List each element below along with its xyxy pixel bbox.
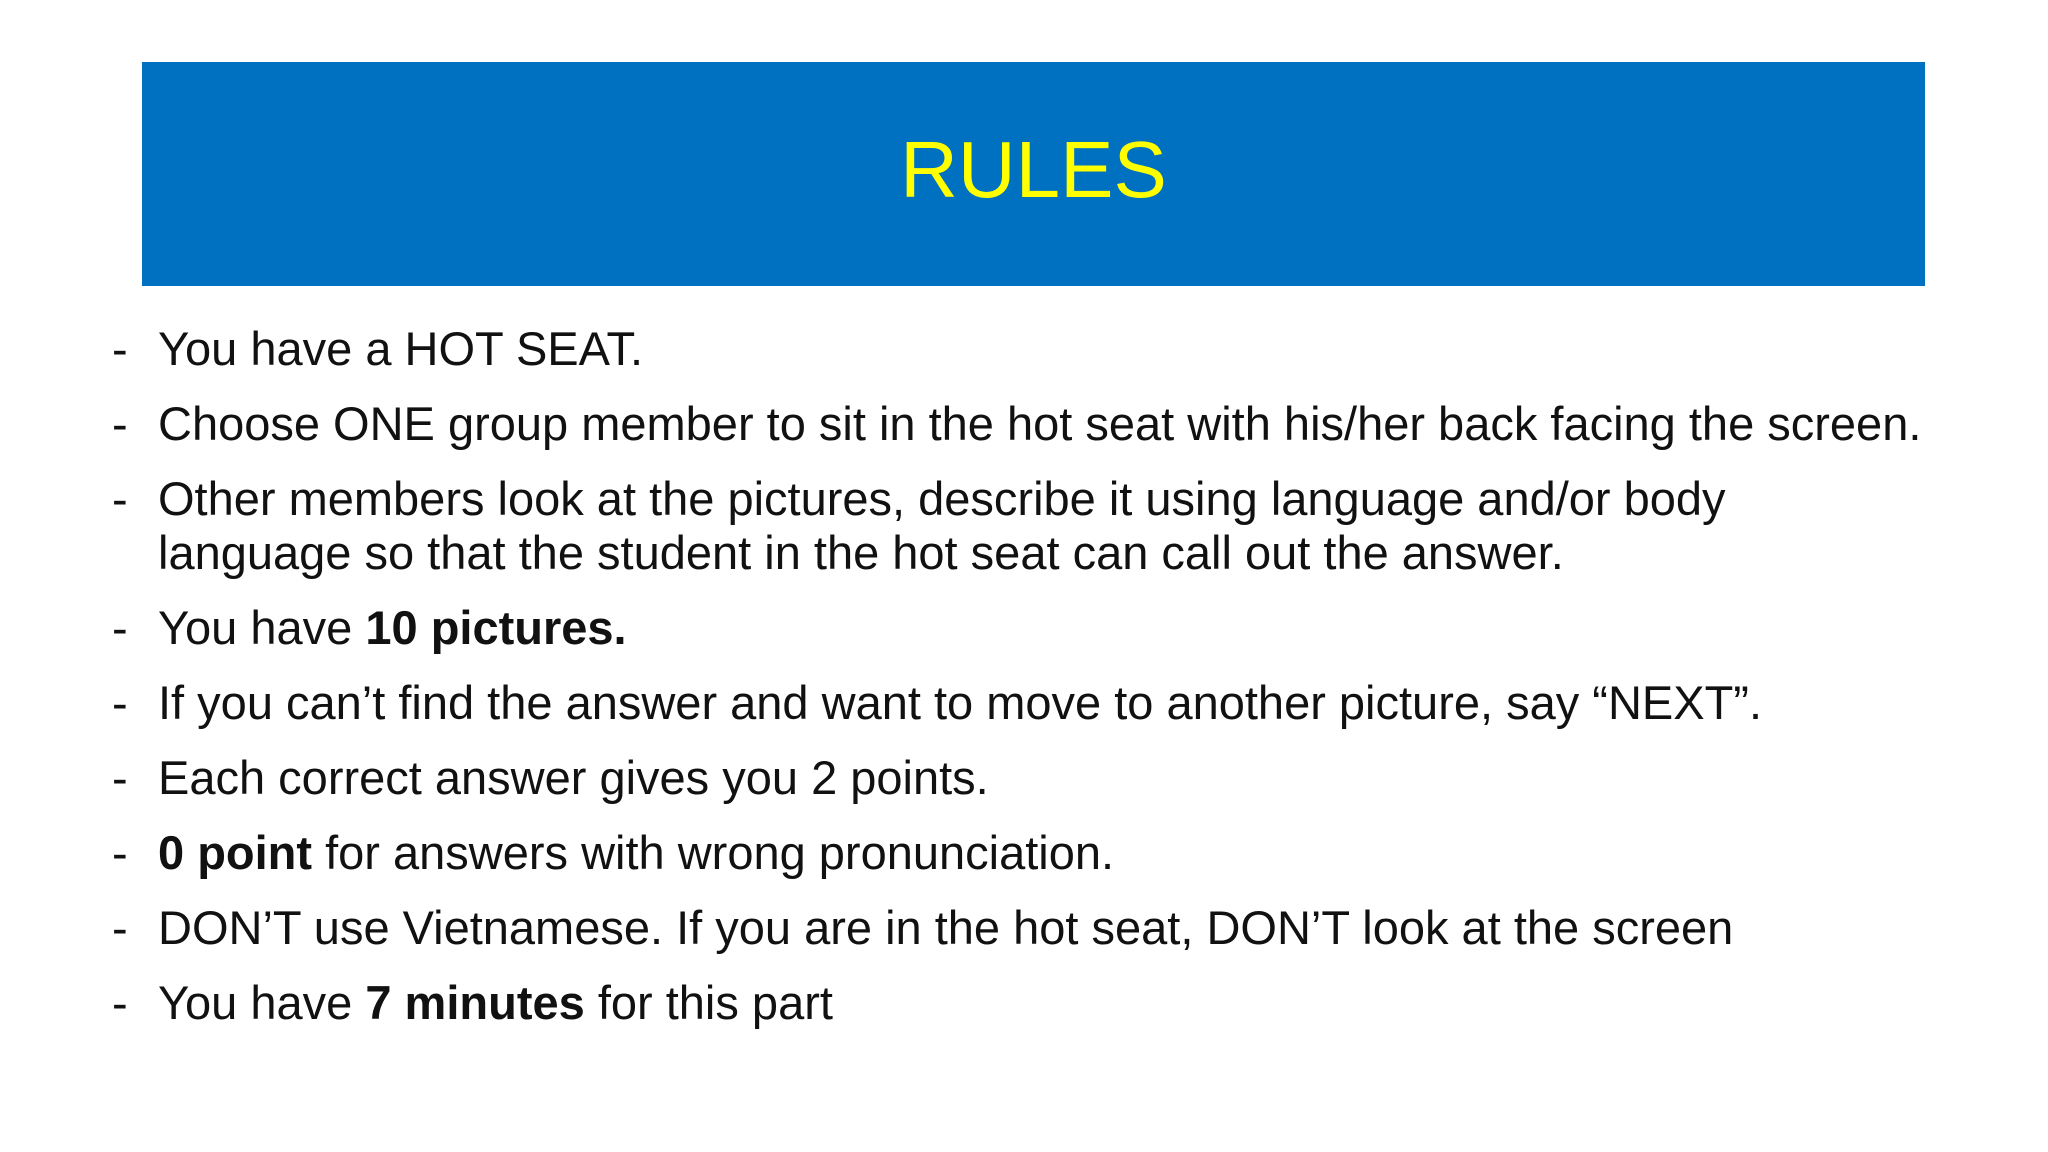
rule-text xyxy=(158,397,1932,451)
rule-item xyxy=(112,751,1932,805)
rule-text-bold: 7 minutes xyxy=(365,976,585,1029)
bullet-dash: - xyxy=(112,676,128,729)
rule-text-segment: Choose ONE group member to sit in the hot seat with his/her back facing the screen. xyxy=(158,397,1922,450)
rule-text-segment: If you can’t find the answer and want to move to another picture, say “NEXT”. xyxy=(158,676,1763,729)
rule-text xyxy=(158,601,1932,655)
rule-item xyxy=(112,601,1932,655)
bullet-dash: - xyxy=(112,322,128,375)
rule-item xyxy=(112,322,1932,376)
bullet-dash: - xyxy=(112,976,128,1029)
rule-text-segment: for answers with wrong pronunciation. xyxy=(312,826,1115,879)
rules-list xyxy=(112,322,1932,1051)
rule-text xyxy=(158,826,1932,880)
rule-text xyxy=(158,976,1932,1030)
rule-item xyxy=(112,397,1932,451)
title-banner xyxy=(142,62,1925,286)
rule-item xyxy=(112,901,1932,955)
rule-text xyxy=(158,322,1932,376)
bullet-dash: - xyxy=(112,397,128,450)
bullet-dash: - xyxy=(112,751,128,804)
rule-text xyxy=(158,901,1932,955)
rule-text xyxy=(158,751,1932,805)
rule-text-segment: Each correct answer gives you 2 points. xyxy=(158,751,989,804)
rule-text-bold: 10 pictures. xyxy=(365,601,627,654)
rule-text-segment: for this part xyxy=(584,976,833,1029)
rule-text-segment: Other members look at the pictures, describe it using language and/or body language so that the student in the hot seat can call out the answer. xyxy=(158,472,1726,579)
bullet-dash: - xyxy=(112,472,128,525)
rule-item xyxy=(112,472,1932,580)
rule-item xyxy=(112,976,1932,1030)
bullet-dash: - xyxy=(112,901,128,954)
rule-text-bold: 0 point xyxy=(158,826,313,879)
rule-text-segment: You have a HOT SEAT. xyxy=(158,322,644,375)
bullet-dash: - xyxy=(112,826,128,879)
rule-text xyxy=(158,472,1932,580)
rule-text-segment: You have xyxy=(158,601,366,654)
slide-title: RULES xyxy=(900,125,1167,214)
rule-text-segment: You have xyxy=(158,976,366,1029)
rule-text-segment: DON’T use Vietnamese. If you are in the hot seat, DON’T look at the screen xyxy=(158,901,1734,954)
rule-item xyxy=(112,826,1932,880)
rule-item xyxy=(112,676,1932,730)
rule-text xyxy=(158,676,1932,730)
bullet-dash: - xyxy=(112,601,128,654)
